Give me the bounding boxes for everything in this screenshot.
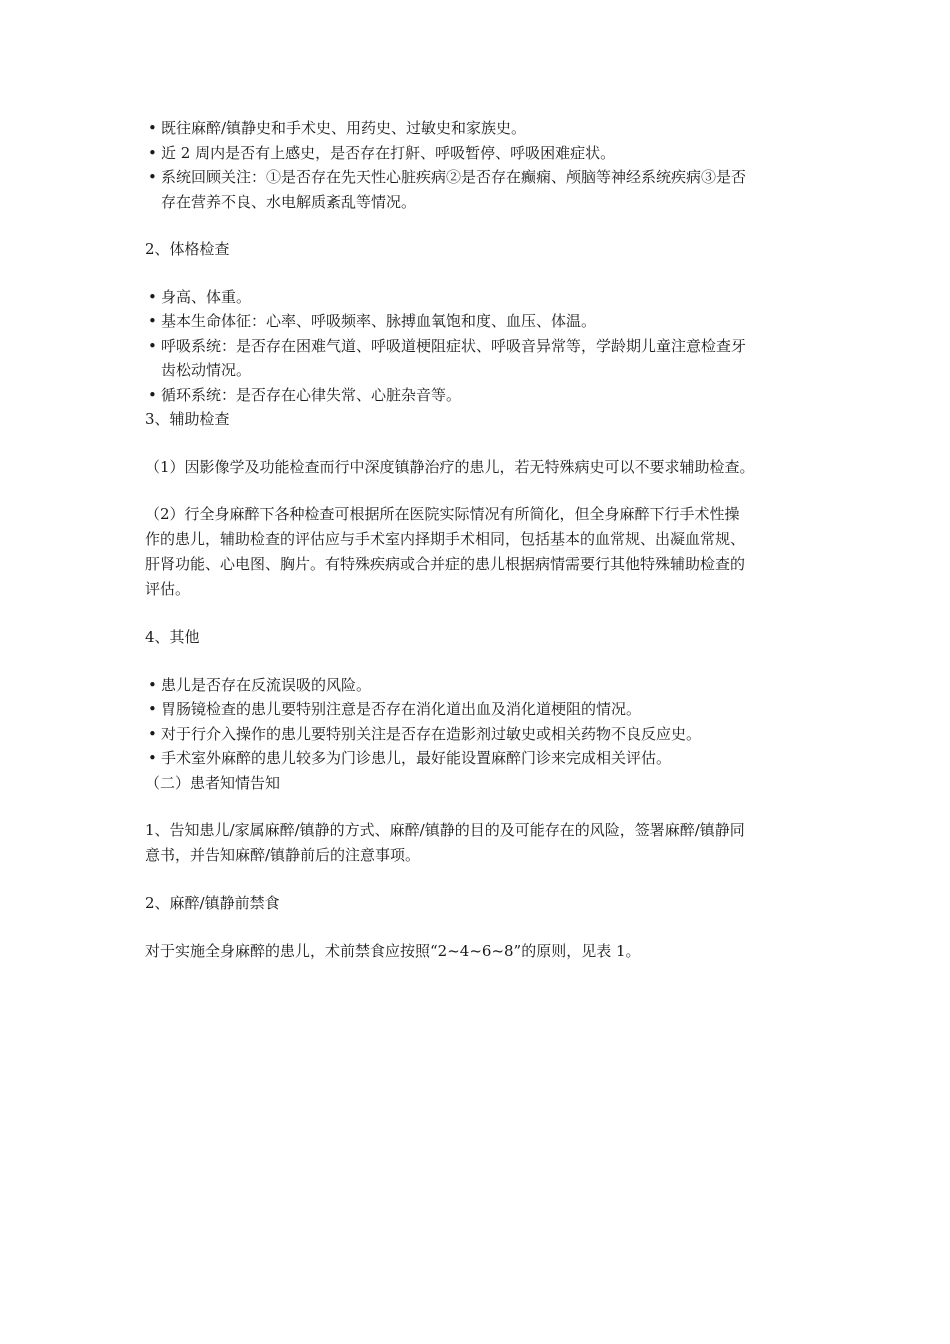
consent-heading: （二）患者知情告知 [145,773,281,792]
physical-bullet-3-continuation: 齿松动情况。 [161,361,252,379]
aux-exam-paragraph-2-line-1: （2）行全身麻醉下各种检查可根据所在医院实际情况有所简化，但全身麻醉下行手术性操 [145,505,740,523]
history-bullet-3: • 系统回顾关注：①是否存在先天性心脏疾病②是否存在癫痫、颅脑等神经系统疾病③是否 [145,165,810,190]
aux-exam-paragraph-2-line-4: 评估。 [145,580,191,598]
physical-exam-heading: 2、体格检查 [145,240,230,258]
aux-exam-heading: 3、辅助检查 [145,410,230,428]
other-heading: 4、其他 [145,628,200,646]
other-bullet-3: • 对于行介入操作的患儿要特别关注是否存在造影剂过敏史或相关药物不良反应史。 [145,722,810,747]
consent-item-1-line-2: 意书，并告知麻醉/镇静前后的注意事项。 [145,846,421,864]
other-bullet-2: • 胃肠镜检查的患儿要特别注意是否存在消化道出血及消化道梗阻的情况。 [145,697,810,722]
document-body [145,116,810,963]
history-bullet-3-continuation: 存在营养不良、水电解质紊乱等情况。 [161,192,417,211]
aux-exam-paragraph-1: （1）因影像学及功能检查而行中深度镇静治疗的患儿，若无特殊病史可以不要求辅助检查。 [145,457,755,476]
fasting-paragraph: 对于实施全身麻醉的患儿，术前禁食应按照“2~4~6~8”的原则，见表 1。 [145,941,641,960]
physical-bullet-2: • 基本生命体征：心率、呼吸频率、脉搏血氧饱和度、血压、体温。 [145,309,810,334]
aux-exam-paragraph-2-line-2: 作的患儿，辅助检查的评估应与手术室内择期手术相同，包括基本的血常规、出凝血常规、 [145,530,746,548]
history-bullet-2: • 近 2 周内是否有上感史，是否存在打鼾、呼吸暂停、呼吸困难症状。 [145,141,810,166]
other-bullet-1: • 患儿是否存在反流误吸的风险。 [145,673,810,698]
history-bullet-1: • 既往麻醉/镇静史和手术史、用药史、过敏史和家族史。 [145,116,810,141]
physical-bullet-4: • 循环系统：是否存在心律失常、心脏杂音等。 [145,383,810,408]
physical-bullet-1: • 身高、体重。 [145,285,810,310]
physical-bullet-3: • 呼吸系统：是否存在困难气道、呼吸道梗阻症状、呼吸音异常等，学龄期儿童注意检查牙 [145,334,810,359]
fasting-heading: 2、麻醉/镇静前禁食 [145,894,280,912]
other-bullet-4: • 手术室外麻醉的患儿较多为门诊患儿，最好能设置麻醉门诊来完成相关评估。 [145,746,810,771]
consent-item-1-line-1: 1、告知患儿/家属麻醉/镇静的方式、麻醉/镇静的目的及可能存在的风险，签署麻醉/镇静同 [145,821,745,839]
aux-exam-paragraph-2-line-3: 肝肾功能、心电图、胸片。有特殊疾病或合并症的患儿根据病情需要行其他特殊辅助检查的 [145,555,746,573]
